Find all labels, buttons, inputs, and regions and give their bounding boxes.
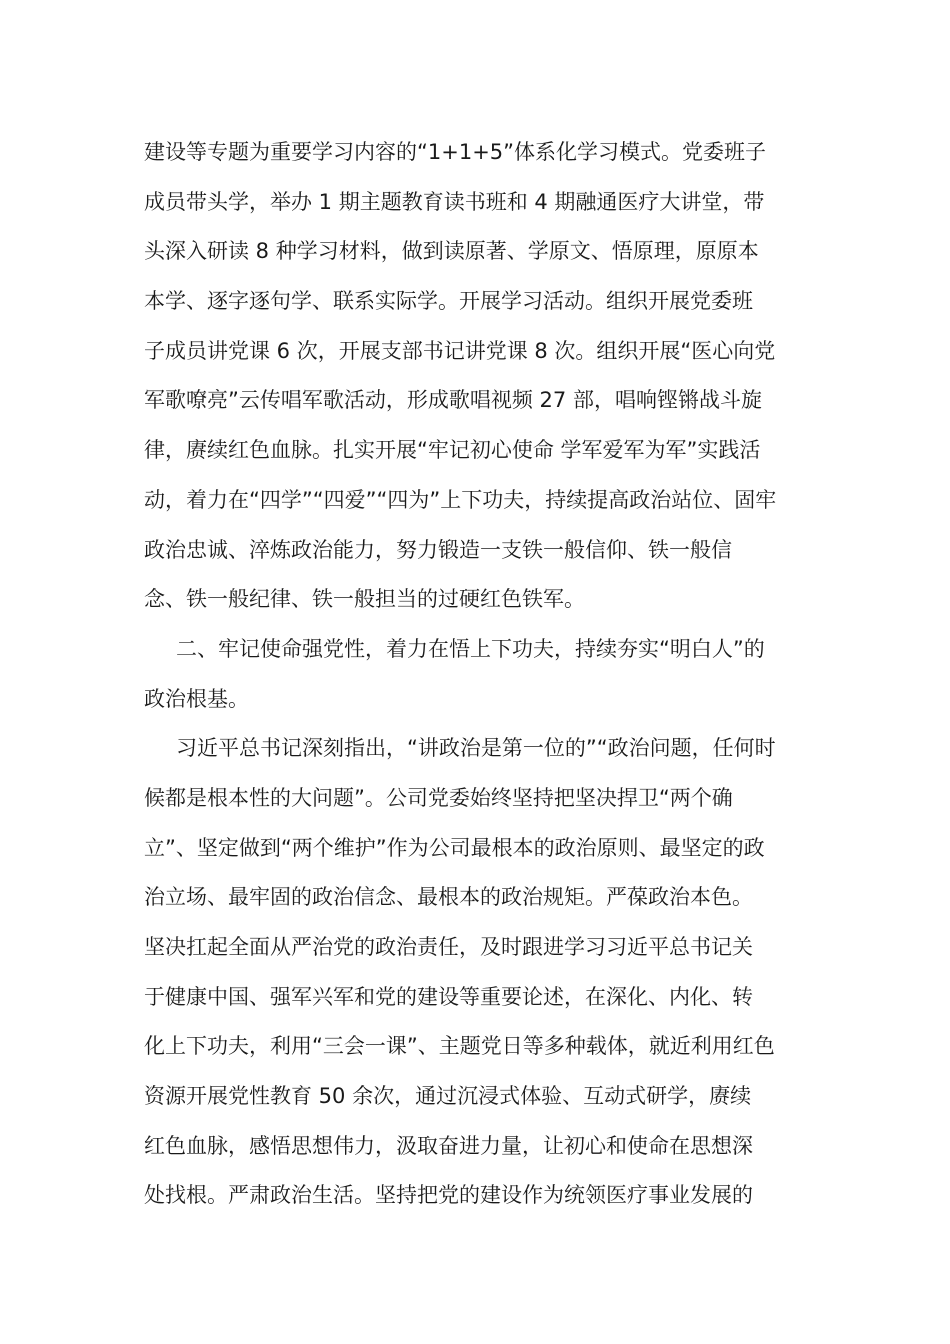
text-line: 动，着力在“四学”“四爱”“四为”上下功夫，持续提高政治站位、固牢 — [144, 487, 777, 512]
section-heading: 二、牢记使命强党性，着力在悟上下功夫，持续夯实“明白人”的 — [176, 636, 765, 661]
text-line: 化上下功夫，利用“三会一课”、主题党日等多种载体，就近利用红色 — [144, 1034, 775, 1059]
section-heading-cont: 政治根基。 — [144, 686, 249, 711]
text-line: 坚决扛起全面从严治党的政治责任，及时跟进学习习近平总书记关 — [144, 935, 753, 959]
text-line: 政治忠诚、淬炼政治能力，努力锻造一支铁一般信仰、铁一般信 — [144, 537, 732, 562]
text-line: 于健康中国、强军兴军和党的建设等重要论述，在深化、内化、转 — [144, 984, 753, 1009]
text-line: 处找根。严肃政治生活。坚持把党的建设作为统领医疗事业发展的 — [144, 1183, 753, 1208]
document-body — [144, 128, 814, 1221]
text-line: 建设等专题为重要学习内容的“1+1+5”体系化学习模式。党委班子 — [144, 140, 767, 164]
text-line: 资源开展党性教育 50 余次，通过沉浸式体验、互动式研学，赓续 — [144, 1084, 752, 1109]
text-line: 本学、逐字逐句学、联系实际学。开展学习活动。组织开展党委班 — [144, 289, 753, 314]
text-line: 子成员讲党课 6 次，开展支部书记讲党课 8 次。组织开展“医心向党 — [144, 338, 776, 363]
text-line: 念、铁一般纪律、铁一般担当的过硬红色铁军。 — [144, 587, 585, 612]
text-line: 成员带头学，举办 1 期主题教育读书班和 4 期融通医疗大讲堂，带 — [144, 189, 765, 214]
text-line: 立”、坚定做到“两个维护”作为公司最根本的政治原则、最坚定的政 — [144, 835, 765, 860]
text-line: 红色血脉，感悟思想伟力，汲取奋进力量，让初心和使命在思想深 — [144, 1133, 753, 1158]
text-line: 治立场、最牢固的政治信念、最根本的政治规矩。严葆政治本色。 — [144, 885, 753, 910]
text-line: 军歌嘹亮”云传唱军歌活动，形成歌唱视频 27 部，唱响铿锵战斗旋 — [144, 388, 762, 413]
text-line: 候都是根本性的大问题”。公司党委始终坚持把坚决捍卫“两个确 — [144, 785, 733, 810]
text-line: 习近平总书记深刻指出，“讲政治是第一位的”“政治问题，任何时 — [176, 736, 776, 761]
text-line: 头深入研读 8 种学习材料，做到读原著、学原文、悟原理，原原本 — [144, 239, 759, 264]
text-line: 律，赓续红色血脉。扎实开展“牢记初心使命 学军爱军为军”实践活 — [144, 438, 761, 463]
